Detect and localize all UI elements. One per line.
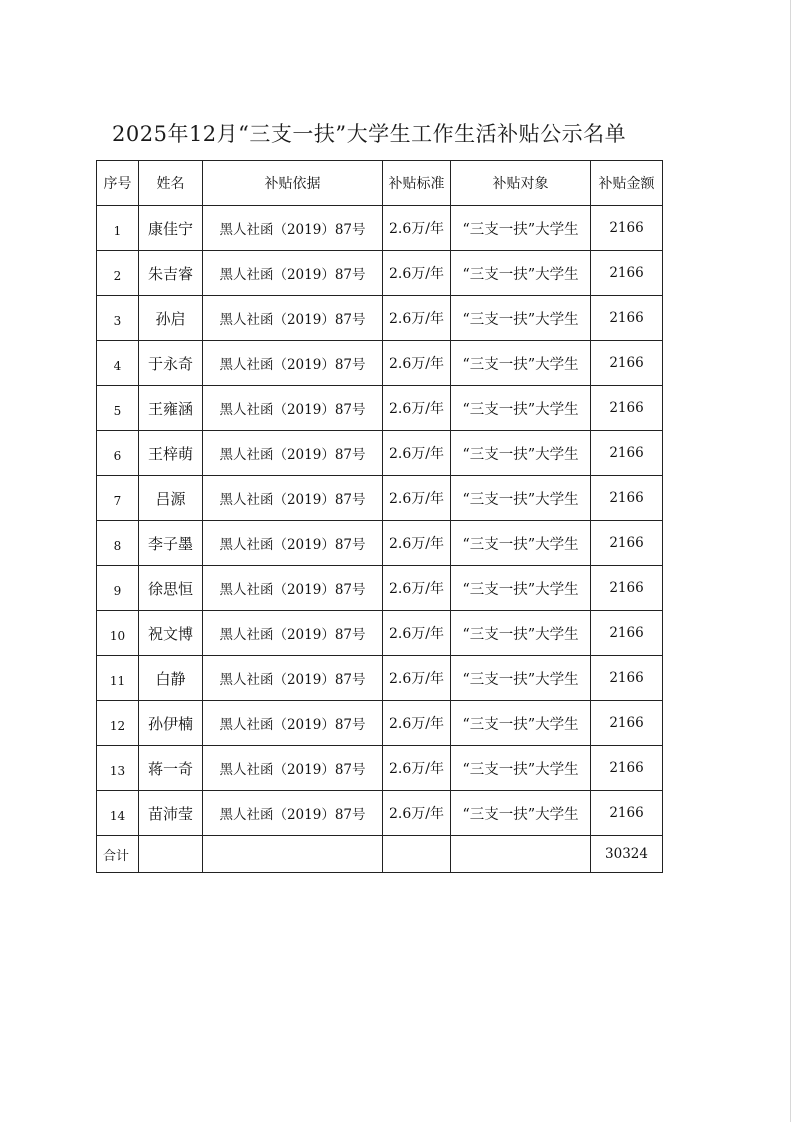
cell-amount: 2166 [591,746,663,791]
cell-basis: 黑人社函（2019）87号 [203,341,383,386]
table-row [97,431,663,476]
cell-standard: 2.6万/年 [383,341,451,386]
total-empty-cell [383,836,451,873]
cell-target: “三支一扶”大学生 [451,521,591,566]
cell-standard: 2.6万/年 [383,701,451,746]
table-row [97,611,663,656]
cell-standard: 2.6万/年 [383,476,451,521]
cell-basis: 黑人社函（2019）87号 [203,701,383,746]
cell-index: 12 [97,701,139,746]
cell-amount: 2166 [591,566,663,611]
table-row [97,296,663,341]
cell-amount: 2166 [591,656,663,701]
table-row [97,251,663,296]
cell-target: “三支一扶”大学生 [451,476,591,521]
cell-index: 11 [97,656,139,701]
cell-target: “三支一扶”大学生 [451,791,591,836]
cell-amount: 2166 [591,476,663,521]
cell-target: “三支一扶”大学生 [451,656,591,701]
cell-standard: 2.6万/年 [383,656,451,701]
cell-amount: 2166 [591,341,663,386]
cell-index: 10 [97,611,139,656]
cell-name: 于永奇 [139,341,203,386]
cell-index: 2 [97,251,139,296]
cell-name: 孙启 [139,296,203,341]
cell-index: 13 [97,746,139,791]
cell-basis: 黑人社函（2019）87号 [203,476,383,521]
document-title: 2025年12月“三支一扶”大学生工作生活补贴公示名单 [112,122,627,146]
cell-standard: 2.6万/年 [383,206,451,251]
cell-target: “三支一扶”大学生 [451,701,591,746]
table-row [97,566,663,611]
cell-index: 3 [97,296,139,341]
cell-name: 苗沛莹 [139,791,203,836]
cell-standard: 2.6万/年 [383,386,451,431]
cell-basis: 黑人社函（2019）87号 [203,251,383,296]
cell-target: “三支一扶”大学生 [451,431,591,476]
cell-amount: 2166 [591,521,663,566]
cell-amount: 2166 [591,386,663,431]
cell-target: “三支一扶”大学生 [451,386,591,431]
total-empty-cell [139,836,203,873]
header-standard: 补贴标准 [383,161,451,206]
cell-target: “三支一扶”大学生 [451,251,591,296]
cell-index: 4 [97,341,139,386]
cell-amount: 2166 [591,791,663,836]
cell-name: 徐思恒 [139,566,203,611]
cell-amount: 2166 [591,251,663,296]
cell-basis: 黑人社函（2019）87号 [203,386,383,431]
cell-basis: 黑人社函（2019）87号 [203,611,383,656]
cell-index: 5 [97,386,139,431]
header-target: 补贴对象 [451,161,591,206]
header-basis: 补贴依据 [203,161,383,206]
cell-standard: 2.6万/年 [383,431,451,476]
cell-name: 李子墨 [139,521,203,566]
total-label: 合计 [97,836,139,873]
cell-name: 吕源 [139,476,203,521]
cell-basis: 黑人社函（2019）87号 [203,791,383,836]
header-index: 序号 [97,161,139,206]
table-row [97,791,663,836]
table-row [97,476,663,521]
table-body [97,206,663,836]
cell-name: 孙伊楠 [139,701,203,746]
cell-basis: 黑人社函（2019）87号 [203,656,383,701]
cell-name: 康佳宁 [139,206,203,251]
cell-basis: 黑人社函（2019）87号 [203,746,383,791]
cell-target: “三支一扶”大学生 [451,611,591,656]
table-row [97,341,663,386]
table-row [97,701,663,746]
table-row [97,386,663,431]
cell-index: 9 [97,566,139,611]
total-row [97,836,663,873]
scan-edge [790,0,791,1122]
cell-standard: 2.6万/年 [383,746,451,791]
cell-index: 8 [97,521,139,566]
total-empty-cell [451,836,591,873]
cell-target: “三支一扶”大学生 [451,341,591,386]
cell-name: 朱吉睿 [139,251,203,296]
cell-name: 白静 [139,656,203,701]
subsidy-table [96,160,663,873]
cell-basis: 黑人社函（2019）87号 [203,431,383,476]
cell-amount: 2166 [591,431,663,476]
cell-basis: 黑人社函（2019）87号 [203,296,383,341]
cell-index: 7 [97,476,139,521]
cell-basis: 黑人社函（2019）87号 [203,206,383,251]
table-row [97,746,663,791]
cell-amount: 2166 [591,206,663,251]
total-amount: 30324 [591,836,663,873]
subsidy-table-wrapper [96,160,663,873]
cell-amount: 2166 [591,701,663,746]
table-row [97,206,663,251]
cell-name: 王雍涵 [139,386,203,431]
cell-name: 王梓萌 [139,431,203,476]
header-amount: 补贴金额 [591,161,663,206]
cell-name: 祝文博 [139,611,203,656]
cell-basis: 黑人社函（2019）87号 [203,521,383,566]
cell-target: “三支一扶”大学生 [451,206,591,251]
table-row [97,521,663,566]
cell-standard: 2.6万/年 [383,296,451,341]
cell-target: “三支一扶”大学生 [451,566,591,611]
cell-amount: 2166 [591,611,663,656]
cell-basis: 黑人社函（2019）87号 [203,566,383,611]
table-header-row [97,161,663,206]
cell-index: 1 [97,206,139,251]
cell-name: 蒋一奇 [139,746,203,791]
header-name: 姓名 [139,161,203,206]
cell-index: 14 [97,791,139,836]
total-empty-cell [203,836,383,873]
cell-standard: 2.6万/年 [383,521,451,566]
cell-target: “三支一扶”大学生 [451,296,591,341]
cell-target: “三支一扶”大学生 [451,746,591,791]
table-row [97,656,663,701]
cell-index: 6 [97,431,139,476]
cell-standard: 2.6万/年 [383,791,451,836]
cell-standard: 2.6万/年 [383,251,451,296]
cell-standard: 2.6万/年 [383,566,451,611]
cell-amount: 2166 [591,296,663,341]
cell-standard: 2.6万/年 [383,611,451,656]
